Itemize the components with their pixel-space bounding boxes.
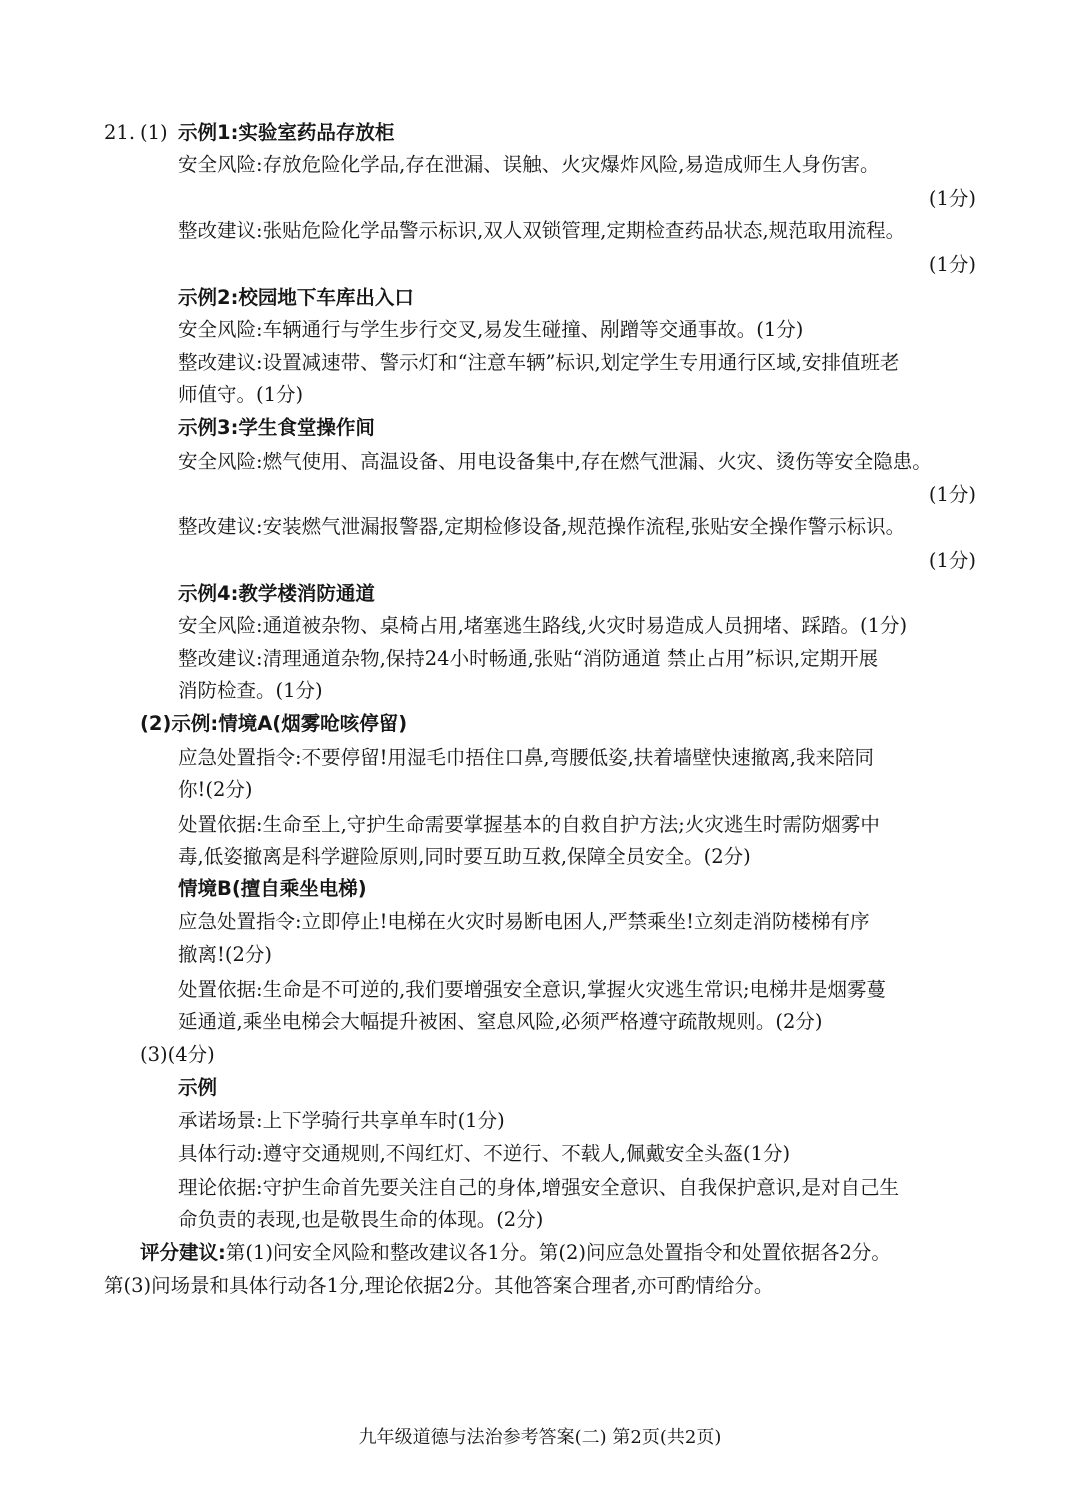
example2-fix-line1: 整改建议:设置减速带、警示灯和“注意车辆”标识,划定学生专用通行区域,安排值班老 — [178, 351, 900, 374]
example1-title: 示例1:实验室药品存放柜 — [178, 121, 395, 144]
scenario-a-basis-line1: 处置依据:生命至上,守护生命需要掌握基本的自救自护方法;火灾逃生时需防烟雾中 — [178, 813, 880, 836]
scoring-label: 评分建议: — [140, 1241, 226, 1264]
scenario-a-command-line2: 你!(2分) — [178, 778, 253, 801]
part2-heading: (2)示例:情境A(烟雾呛咳停留) — [140, 712, 408, 735]
scoring-line1-text: 第(1)问安全风险和整改建议各1分。第(2)问应急处置指令和处置依据各2分。 — [225, 1241, 891, 1264]
scenario-a-basis-line2: 毒,低姿撤离是科学避险原则,同时要互助互救,保障全员安全。(2分) — [178, 845, 751, 868]
example2-fix-line2: 师值守。(1分) — [178, 383, 304, 406]
part3-theory-line2: 命负责的表现,也是敬畏生命的体现。(2分) — [178, 1208, 544, 1231]
scenario-a-command-line1: 应急处置指令:不要停留!用湿毛巾捂住口鼻,弯腰低姿,扶着墙壁快速撤离,我来陪同 — [178, 746, 875, 769]
example3-title: 示例3:学生食堂操作间 — [178, 416, 375, 439]
example4-fix-line2: 消防检查。(1分) — [178, 679, 323, 702]
example3-risk: 安全风险:燃气使用、高温设备、用电设备集中,存在燃气泄漏、火灾、烫伤等安全隐患。 — [178, 450, 932, 473]
part1-label: (1) — [140, 121, 168, 144]
part3-example-title: 示例 — [178, 1076, 218, 1099]
example2-title: 示例2:校园地下车库出入口 — [178, 286, 414, 309]
example1-fix-score: (1分) — [928, 253, 976, 276]
part3-scene: 承诺场景:上下学骑行共享单车时(1分) — [178, 1109, 505, 1132]
example1-risk-score: (1分) — [928, 187, 976, 210]
example1-risk: 安全风险:存放危险化学品,存在泄漏、误触、火灾爆炸风险,易造成师生人身伤害。 — [178, 153, 880, 176]
example4-title: 示例4:教学楼消防通道 — [178, 582, 375, 605]
example3-fix-score: (1分) — [928, 549, 976, 572]
scenario-b-command-line2: 撤离!(2分) — [178, 943, 272, 966]
example1-fix: 整改建议:张贴危险化学品警示标识,双人双锁管理,定期检查药品状态,规范取用流程。 — [178, 219, 906, 242]
part3-label: (3)(4分) — [140, 1043, 215, 1066]
example2-risk: 安全风险:车辆通行与学生步行交叉,易发生碰撞、剐蹭等交通事故。(1分) — [178, 318, 804, 341]
page-footer: 九年级道德与法治参考答案(二) 第2页(共2页) — [358, 1427, 722, 1448]
example4-risk: 安全风险:通道被杂物、桌椅占用,堵塞逃生路线,火灾时易造成人员拥堵、踩踏。(1分) — [178, 614, 908, 637]
question-number: 21. — [104, 121, 136, 144]
scenario-b-command-line1: 应急处置指令:立即停止!电梯在火灾时易断电困人,严禁乘坐!立刻走消防楼梯有序 — [178, 910, 870, 933]
example3-fix: 整改建议:安装燃气泄漏报警器,定期检修设备,规范操作流程,张贴安全操作警示标识。 — [178, 515, 906, 538]
scenario-b-basis-line2: 延通道,乘坐电梯会大幅提升被困、窒息风险,必须严格遵守疏散规则。(2分) — [178, 1010, 823, 1033]
example3-risk-score: (1分) — [928, 483, 976, 506]
scenario-b-basis-line1: 处置依据:生命是不可逆的,我们要增强安全意识,掌握火灾逃生常识;电梯井是烟雾蔓 — [178, 978, 887, 1001]
scoring-line2: 第(3)问场景和具体行动各1分,理论依据2分。其他答案合理者,亦可酌情给分。 — [104, 1274, 774, 1297]
scoring-line1 — [140, 1238, 891, 1268]
example4-fix-line1: 整改建议:清理通道杂物,保持24小时畅通,张贴“消防通道 禁止占用”标识,定期开展 — [178, 647, 879, 670]
part3-theory-line1: 理论依据:守护生命首先要关注自己的身体,增强安全意识、自我保护意识,是对自己生 — [178, 1176, 899, 1199]
part3-action: 具体行动:遵守交通规则,不闯红灯、不逆行、不载人,佩戴安全头盔(1分) — [178, 1142, 791, 1165]
scenario-b-title: 情境B(擅自乘坐电梯) — [178, 877, 367, 900]
